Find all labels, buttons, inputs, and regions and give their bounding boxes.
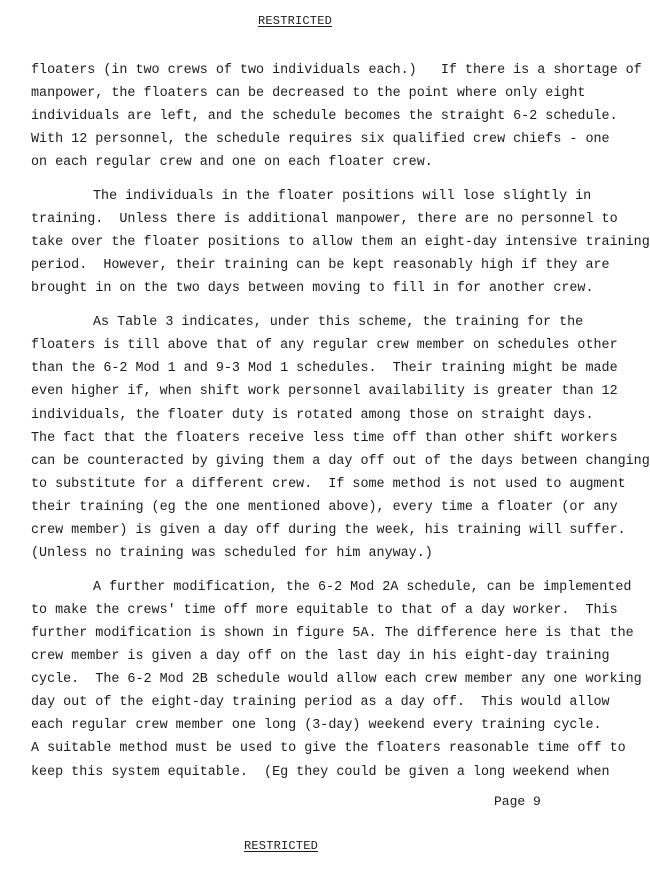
- text-line: training. Unless there is additional manpower, there are no personnel to: [31, 212, 618, 228]
- text-line: With 12 personnel, the schedule requires six qualified crew chiefs - one: [31, 132, 610, 148]
- text-line: cycle. The 6-2 Mod 2B schedule would allow each crew member any one working: [31, 672, 642, 688]
- text-line: can be counteracted by giving them a day off out of the days between changing: [31, 453, 650, 469]
- paragraph: [31, 185, 650, 300]
- text-line: take over the floater positions to allow them an eight-day intensive training: [31, 235, 650, 251]
- text-line: crew member) is given a day off during the week, his training will suffer.: [31, 522, 626, 538]
- paragraph: [31, 311, 650, 565]
- text-line: each regular crew member one long (3-day) weekend every training cycle.: [31, 718, 602, 734]
- text-line: The individuals in the floater positions will lose slightly in: [93, 189, 592, 205]
- footer-classification-marking: RESTRICTED: [244, 839, 319, 853]
- text-line: brought in on the two days between moving to fill in for another crew.: [31, 281, 594, 297]
- text-line: (Unless no training was scheduled for him anyway.): [31, 546, 433, 562]
- text-line: their training (eg the one mentioned above), every time a floater (or any: [31, 499, 618, 515]
- text-line: keep this system equitable. (Eg they could be given a long weekend when: [31, 764, 610, 780]
- text-line: period. However, their training can be kept reasonably high if they are: [31, 258, 610, 274]
- paragraph: [31, 59, 642, 174]
- text-line: The fact that the floaters receive less time off than other shift workers: [31, 430, 618, 446]
- text-line: to substitute for a different crew. If some method is not used to augment: [31, 476, 626, 492]
- text-line: day out of the eight-day training period as a day off. This would allow: [31, 695, 610, 711]
- text-line: floaters is till above that of any regular crew member on schedules other: [31, 338, 618, 354]
- text-line: A suitable method must be used to give the floaters reasonable time off to: [31, 741, 626, 757]
- text-line: individuals are left, and the schedule becomes the straight 6-2 schedule.: [31, 109, 618, 125]
- text-line: As Table 3 indicates, under this scheme, the training for the: [93, 315, 584, 331]
- text-line: manpower, the floaters can be decreased to the point where only eight: [31, 86, 586, 102]
- text-line: to make the crews' time off more equitable to that of a day worker. This: [31, 602, 618, 618]
- text-line: even higher if, when shift work personnel availability is greater than 12: [31, 384, 618, 400]
- header-classification-marking: RESTRICTED: [258, 14, 333, 28]
- page-number: Page 9: [494, 794, 541, 809]
- text-line: crew member is given a day off on the last day in his eight-day training: [31, 649, 610, 665]
- text-line: floaters (in two crews of two individuals each.) If there is a shortage of: [31, 63, 642, 78]
- document-body: [31, 59, 650, 784]
- text-line: on each regular crew and one on each floater crew.: [31, 155, 433, 171]
- text-line: individuals, the floater duty is rotated among those on straight days.: [31, 407, 594, 423]
- paragraph: [31, 576, 642, 784]
- text-line: further modification is shown in figure 5A. The difference here is that the: [31, 625, 634, 641]
- text-line: than the 6-2 Mod 1 and 9-3 Mod 1 schedules. Their training might be made: [31, 361, 618, 377]
- text-line: A further modification, the 6-2 Mod 2A schedule, can be implemented: [93, 579, 632, 595]
